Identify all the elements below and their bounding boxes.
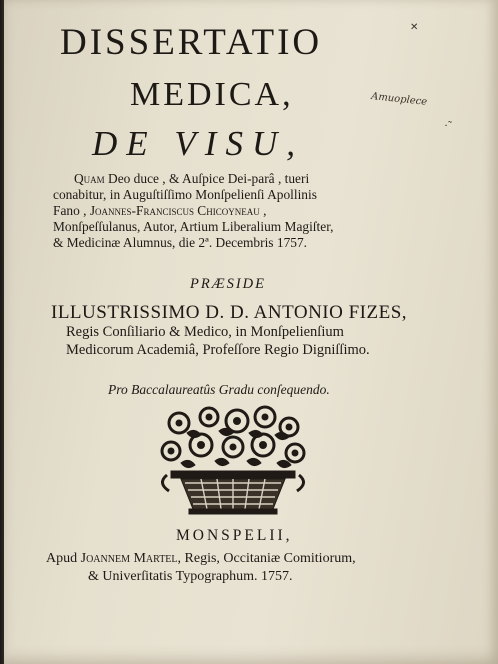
degree-line: Pro Baccalaureatûs Gradu conſequendo. bbox=[108, 382, 330, 397]
intro-line-2: conabitur, in Auguſtiſſimo Monſpelienſi Apollinis bbox=[53, 187, 317, 202]
intro-line-4: Monſpeſſulanus, Autor, Artium Liberalium Magiſter, bbox=[53, 219, 334, 234]
intro-line-1 bbox=[74, 172, 309, 185]
flower-icon bbox=[255, 407, 275, 427]
title-medica: MEDICA, bbox=[130, 76, 294, 113]
ink-mark: ✕ bbox=[410, 22, 419, 33]
flower-icon bbox=[162, 442, 180, 460]
title-dissertatio: DISSERTATIO bbox=[60, 22, 323, 63]
flower-icon bbox=[200, 408, 218, 426]
imprint-line-2: & Univerſitatis Typographum. 1757. bbox=[88, 569, 293, 584]
intro-line-5: & Medicinæ Alumnus, die 2ª. Decembris 1757. bbox=[53, 235, 307, 250]
flower-basket-ornament bbox=[157, 405, 309, 517]
title-page bbox=[4, 0, 498, 664]
intro-comma: , bbox=[259, 203, 267, 218]
handwritten-marginal-note: Amuoplece bbox=[370, 91, 428, 108]
imprint-apud: Apud bbox=[46, 551, 81, 566]
imprint-line-1-rest: , Regis, Occitaniæ Comitiorum, bbox=[177, 551, 356, 566]
flower-icon bbox=[226, 410, 248, 432]
printer-name: Joannem Martel bbox=[80, 551, 178, 566]
ink-mark: ·˜ bbox=[444, 118, 452, 132]
flower-icon bbox=[169, 413, 189, 433]
praeses-title-line-1: Regis Conſiliario & Medico, in Monſpelienſium bbox=[66, 324, 344, 340]
intro-line-3 bbox=[53, 204, 266, 217]
title-de-visu: DE VISU, bbox=[92, 124, 304, 163]
flower-icon bbox=[286, 444, 304, 462]
intro-quam: Quam bbox=[74, 171, 105, 186]
praeside-heading: PRÆSIDE bbox=[190, 276, 267, 292]
intro-fano: Fano , bbox=[53, 203, 90, 218]
imprint-line-1 bbox=[46, 552, 356, 566]
praeses-title-line-2: Medicorum Academiâ, Profeſſore Regio Digniſſimo. bbox=[66, 342, 370, 358]
praeses-name: ILLUSTRISSIMO D. D. ANTONIO FIZES, bbox=[51, 302, 408, 323]
intro-line-1-text: Deo duce , & Auſpice Dei-parâ , tueri bbox=[104, 171, 310, 186]
author-name: Joannes-Franciscus Chicoyneau bbox=[89, 203, 260, 218]
flower-icon bbox=[223, 437, 243, 457]
imprint-city: MONSPELII, bbox=[176, 527, 293, 544]
